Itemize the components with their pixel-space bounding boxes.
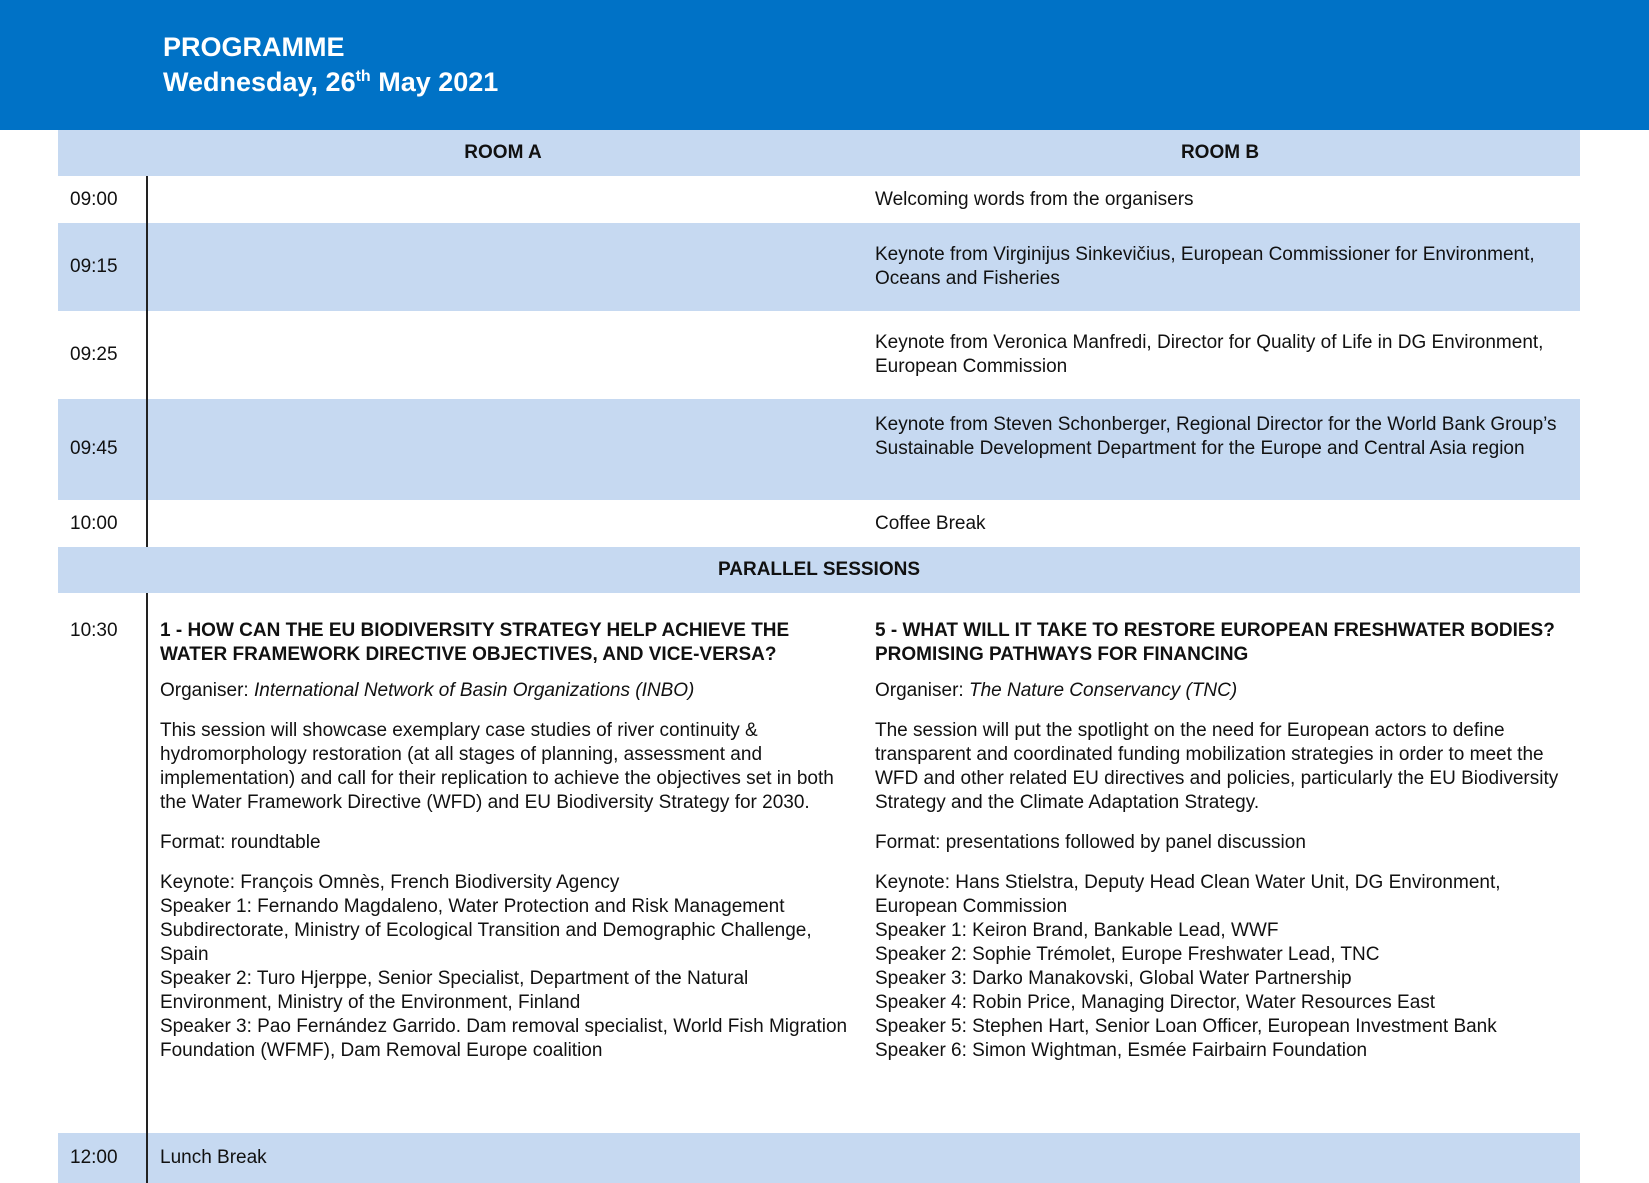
programme-title: PROGRAMME — [163, 32, 345, 62]
speaker-line: Speaker 3: Darko Manakovski, Global Water Partnership — [875, 968, 1352, 989]
table-row — [58, 223, 1580, 311]
speaker-line: Speaker 4: Robin Price, Managing Director, Water Resources East — [875, 992, 1436, 1013]
page-header — [0, 0, 1649, 130]
speaker-line: Speaker 2: Sophie Trémolet, Europe Freshwater Lead, TNC — [875, 944, 1380, 965]
room-header-row — [58, 130, 1580, 176]
session-b-organiser: Organiser: The Nature Conservancy (TNC) — [875, 680, 1238, 701]
speaker-line: Speaker 1: Fernando Magdaleno, Water Protection and Risk Management Subdirectorate, Ministry of Ecological Transition and Demographic Challenge, Spain — [160, 896, 812, 965]
session-b — [875, 619, 1575, 1063]
speaker-line: Speaker 1: Keiron Brand, Bankable Lead, WWF — [875, 920, 1279, 941]
programme-table — [58, 130, 1580, 1183]
speaker-line: Speaker 3: Pao Fernández Garrido. Dam removal specialist, World Fish Migration Foundation (WFMF), Dam Removal Europe coalition — [160, 1016, 848, 1061]
parallel-sessions-header: PARALLEL SESSIONS — [718, 559, 920, 580]
speaker-line: Speaker 5: Stephen Hart, Senior Loan Officer, European Investment Bank — [875, 1016, 1497, 1037]
session-b-title: 5 - WHAT WILL IT TAKE TO RESTORE EUROPEAN FRESHWATER BODIES? PROMISING PATHWAYS FOR FINANCING — [875, 620, 1555, 665]
room-b-cell: Keynote from Virginijus Sinkevičius, European Commissioner for Environment, Oceans and Fisheries — [875, 244, 1535, 289]
speaker-line: Keynote: François Omnès, French Biodiversity Agency — [160, 872, 620, 893]
table-row — [58, 399, 1580, 500]
session-a-speakers — [160, 871, 860, 1063]
session-a — [160, 619, 860, 1063]
programme-date: Wednesday, 26th May 2021 — [163, 67, 499, 97]
session-a-format: Format: roundtable — [160, 832, 321, 853]
room-b-cell: Coffee Break — [875, 513, 986, 534]
speaker-line: Keynote: Hans Stielstra, Deputy Head Clean Water Unit, DG Environment, European Commission — [875, 872, 1501, 917]
time-cell: 09:45 — [70, 438, 118, 459]
time-cell: 09:25 — [70, 344, 118, 365]
lunch-label: Lunch Break — [160, 1147, 267, 1168]
time-cell: 12:00 — [70, 1147, 118, 1168]
session-a-organiser: Organiser: International Network of Basin Organizations (INBO) — [160, 680, 695, 701]
session-b-speakers — [875, 871, 1575, 1063]
table-row — [58, 176, 1580, 223]
time-cell: 10:30 — [70, 620, 118, 641]
parallel-sessions-row — [58, 547, 1580, 593]
session-a-description: This session will showcase exemplary case studies of river continuity & hydromorphology restoration (at all stages of planning, assessment and implementation) and call for their replication to achieve the objectives set in both the Water Framework Directive (WFD) and EU Biodiversity Strategy for 2030. — [160, 720, 834, 813]
table-row — [58, 311, 1580, 399]
session-b-format: Format: presentations followed by panel discussion — [875, 832, 1306, 853]
time-cell: 10:00 — [70, 513, 118, 534]
room-b-cell: Welcoming words from the organisers — [875, 189, 1194, 210]
room-b-header: ROOM B — [1180, 142, 1260, 163]
session-a-title: 1 - HOW CAN THE EU BIODIVERSITY STRATEGY HELP ACHIEVE THE WATER FRAMEWORK DIRECTIVE OBJECTIVES, AND VICE-VERSA? — [160, 620, 790, 665]
speaker-line: Speaker 6: Simon Wightman, Esmée Fairbairn Foundation — [875, 1040, 1368, 1061]
session-row — [58, 593, 1580, 1133]
room-b-cell: Keynote from Veronica Manfredi, Director for Quality of Life in DG Environment, European Commission — [875, 332, 1544, 377]
lunch-row — [58, 1133, 1580, 1183]
session-b-description: The session will put the spotlight on the need for European actors to define transparent and coordinated funding mobilization strategies in order to meet the WFD and other related EU directives and policies, particularly the EU Biodiversity Strategy and the Climate Adaptation Strategy. — [875, 720, 1559, 813]
table-row — [58, 500, 1580, 547]
time-cell: 09:00 — [70, 189, 118, 210]
room-b-cell: Keynote from Steven Schonberger, Regional Director for the World Bank Group’s Sustainable Development Department for the Europe and Central Asia region — [875, 414, 1557, 459]
room-a-header: ROOM A — [464, 142, 542, 163]
time-cell: 09:15 — [70, 256, 118, 277]
speaker-line: Speaker 2: Turo Hjerppe, Senior Specialist, Department of the Natural Environment, Ministry of the Environment, Finland — [160, 968, 749, 1013]
